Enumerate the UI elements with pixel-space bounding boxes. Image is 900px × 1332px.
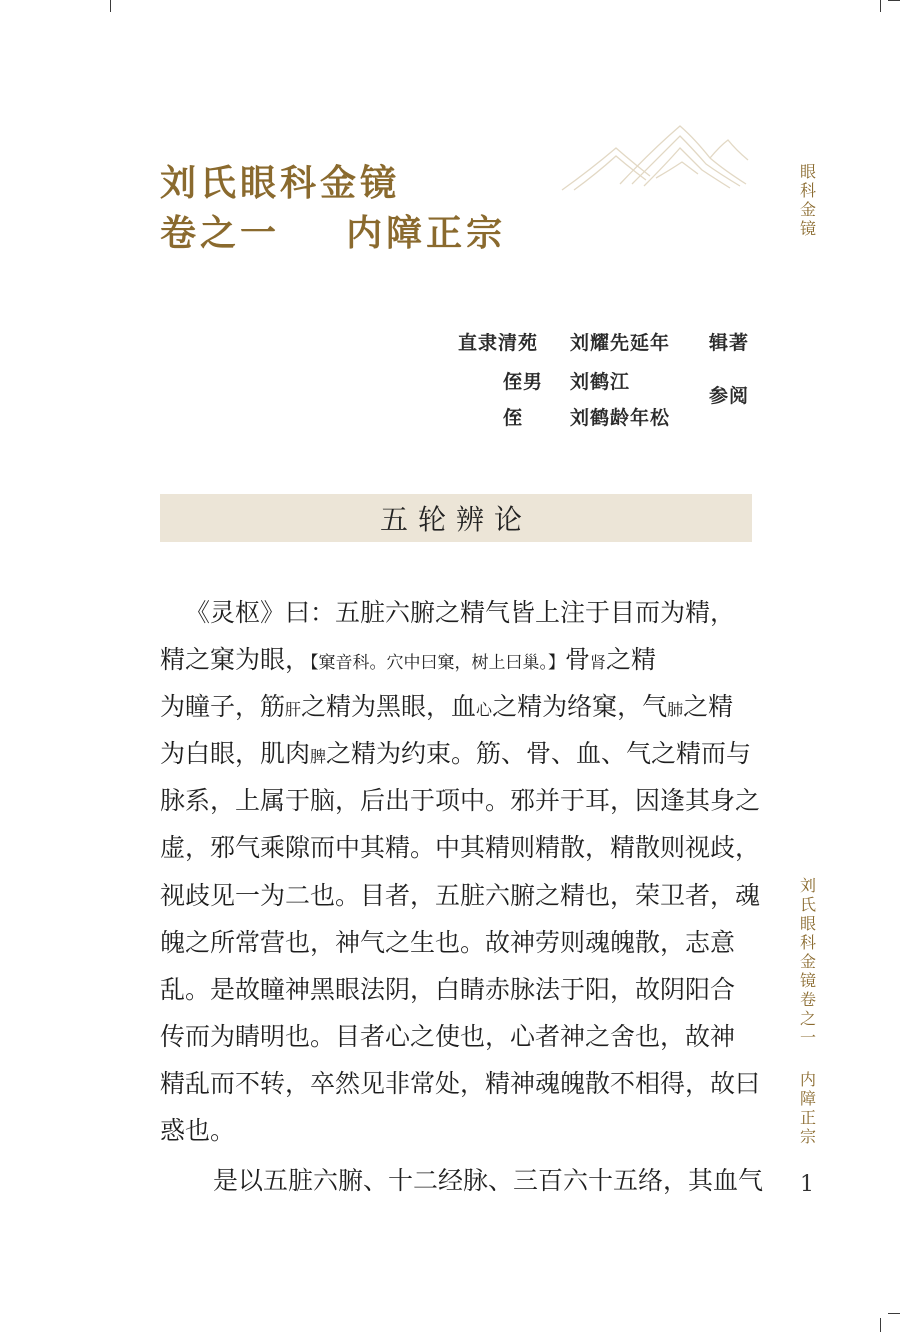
crop-mark [880, 0, 881, 12]
side-tab-running-head-b: 内障正宗 [799, 1070, 816, 1146]
section-title: 五轮辨论 [379, 503, 532, 536]
crop-mark [880, 1318, 881, 1332]
page-number: 1 [800, 1172, 814, 1197]
crop-mark [888, 0, 900, 1]
reviewer-relation: 侄男 [503, 371, 544, 393]
section-header [160, 494, 752, 542]
body-line: 精之窠为眼，【窠音科。穴中曰窠，树上曰巢。】骨肾之精 [160, 645, 657, 674]
body-line: 为瞳子，筋肝之精为黑眼，血心之精为络窠，气肺之精 [160, 692, 734, 721]
body-line: 惑也。 [160, 1116, 236, 1145]
side-tab-top: 眼科金镜 [799, 162, 816, 238]
chapter-title [160, 158, 506, 258]
reviewer-relation: 侄 [503, 407, 524, 429]
author-origin: 直隶清苑 [458, 332, 539, 354]
book-title: 刘氏眼科金镜 [160, 162, 401, 204]
author-role: 辑著 [709, 332, 750, 354]
body-line: 脉系，上属于脑，后出于项中。邪并于耳，因逢其身之 [160, 786, 761, 815]
crop-mark [110, 0, 111, 12]
author-name: 刘耀先延年 [570, 332, 671, 354]
body-line: 精乱而不转，卒然见非常处，精神魂魄散不相得，故曰 [160, 1069, 761, 1098]
body-line: 虚，邪气乘隙而中其精。中其精则精散，精散则视歧， [160, 833, 761, 862]
side-tab-running-head-a: 刘氏眼科金镜卷之一 [799, 876, 816, 1047]
crop-mark [888, 1313, 900, 1314]
mountain-illustration [560, 118, 750, 196]
body-line: 为白眼，肌肉脾之精为约束。筋、骨、血、气之精而与 [160, 739, 752, 768]
body-line: 乱。是故瞳神黑眼法阴，白睛赤脉法于阳，故阴阳合 [160, 975, 736, 1004]
body-line: 魄之所常营也，神气之生也。故神劳则魂魄散，志意 [160, 928, 736, 957]
reviewer-role: 参阅 [709, 385, 750, 407]
body-line: 是以五脏六腑、十二经脉、三百六十五络，其血气 [213, 1166, 764, 1195]
body-line: 《灵枢》曰：五脏六腑之精气皆上注于目而为精， [185, 598, 736, 627]
annotation: 【窠音科。穴中曰窠，树上曰巢。】 [310, 653, 566, 673]
volume-title: 卷之一 内障正宗 [160, 212, 507, 254]
reviewer-name: 刘鹤江 [570, 371, 631, 393]
body-line: 传而为睛明也。目者心之使也，心者神之舍也，故神 [160, 1022, 736, 1051]
reviewer-name: 刘鹤龄年松 [570, 407, 671, 429]
body-line: 视歧见一为二也。目者，五脏六腑之精也，荣卫者，魂 [160, 881, 761, 910]
